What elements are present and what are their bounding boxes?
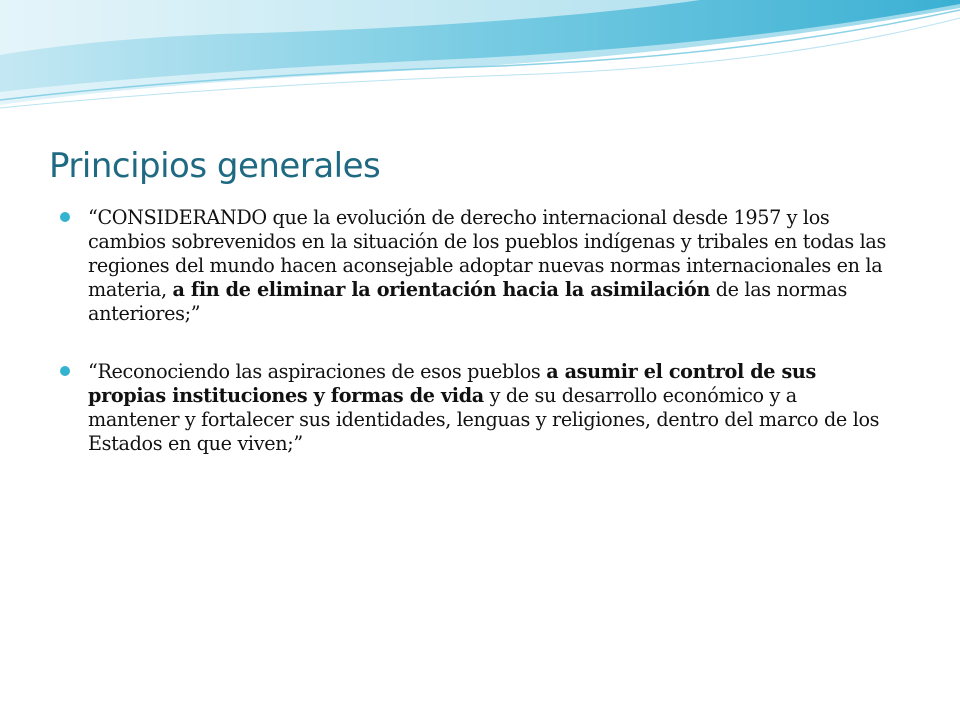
bullet-dot-icon [60,212,70,222]
slide-title: Principios generales [49,146,381,186]
bullet-text-segment: “Reconociendo las aspiraciones de esos pueblos [88,360,547,383]
bullet-text-segment: “CONSIDERANDO que la evolución de derecho internacional desde 1957 y los cambios sobrevenidos en la situación de los pueblos indígenas y tribales en todas las regiones del mundo hacen aconsejable adoptar nuevas normas internacionales en la materia, [88,206,886,301]
bullet-text-segment: y de su desarrollo económico y a mantener y fortalecer sus identidades, lenguas y religiones, dentro del marco de los Estados en que viven;” [88,384,880,455]
list-item [60,360,890,456]
bullet-text-segment: de las normas anteriores;” [88,278,847,325]
list-item [60,206,890,326]
bullet-text-bold-segment: a fin de eliminar la orientación hacia la asimilación [172,278,710,301]
bullet-text-bold-segment: a asumir el control de sus propias instituciones y formas de vida [88,360,816,407]
bullet-dot-icon [60,366,70,376]
wave-header-decoration [0,0,960,120]
bullet-list [60,206,890,490]
